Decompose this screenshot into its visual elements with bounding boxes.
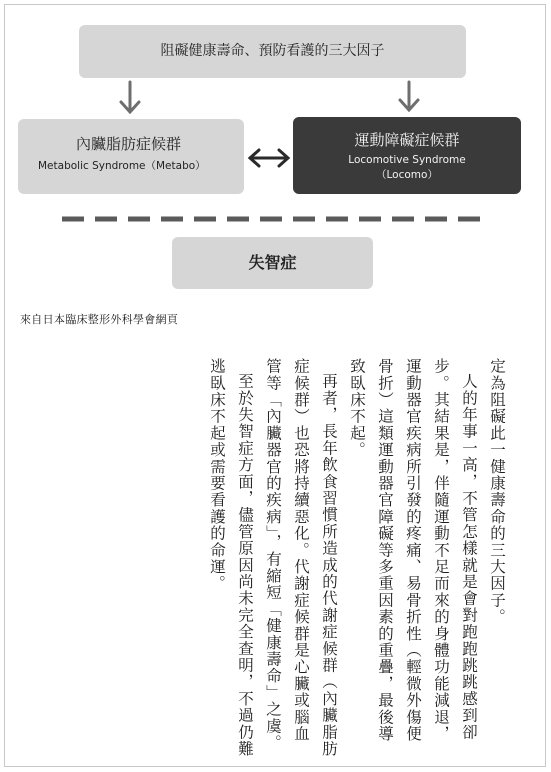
three-factors-label: 阻礙健康壽命、預防看護的三大因子 <box>160 43 385 59</box>
paragraph: 再者，長年飲食習慣所造成的代謝症候群（內臟脂肪症候群）也恐將持續惡化。代謝症候群是心臟或腦血管等「內臟器官的疾病」，有縮短「健康壽命」之虞。 <box>264 358 338 758</box>
metabolic-subtitle: Metabolic Syndrome（Metabo） <box>38 160 206 172</box>
locomotive-subtitle: Locomotive Syndrome <box>348 154 466 166</box>
metabolic-syndrome-box <box>18 119 244 194</box>
locomotive-syndrome-box <box>293 117 521 194</box>
locomotive-abbr: （Locomo） <box>376 169 438 181</box>
paragraph: 至於失智症方面，儘管原因尚未完全查明，不過仍難逃臥床不起或需要看護的命運。 <box>208 358 254 758</box>
metabolic-title: 內臟脂肪症候群 <box>76 135 182 153</box>
dementia-label: 失智症 <box>248 253 297 272</box>
vertical-body-text <box>203 358 511 758</box>
paragraph: 定為阻礙此一健康壽命的三大因子。 <box>488 358 506 626</box>
locomotive-title: 運動障礙症候群 <box>354 131 460 149</box>
paragraph: 人的年事一高，不管怎樣就是會對跑跑跳跳感到卻步。其結果是，伴隨運動不足而來的身體功能減退，運動器官疾病所引發的疼痛、易骨折性（輕微外傷便骨折）這類運動器官障礙等多重因素的重疊，最後導致臥床不起。 <box>348 358 478 743</box>
dementia-box <box>172 237 373 289</box>
source-caption: 來自日本臨床整形外科學會網頁 <box>20 313 179 326</box>
